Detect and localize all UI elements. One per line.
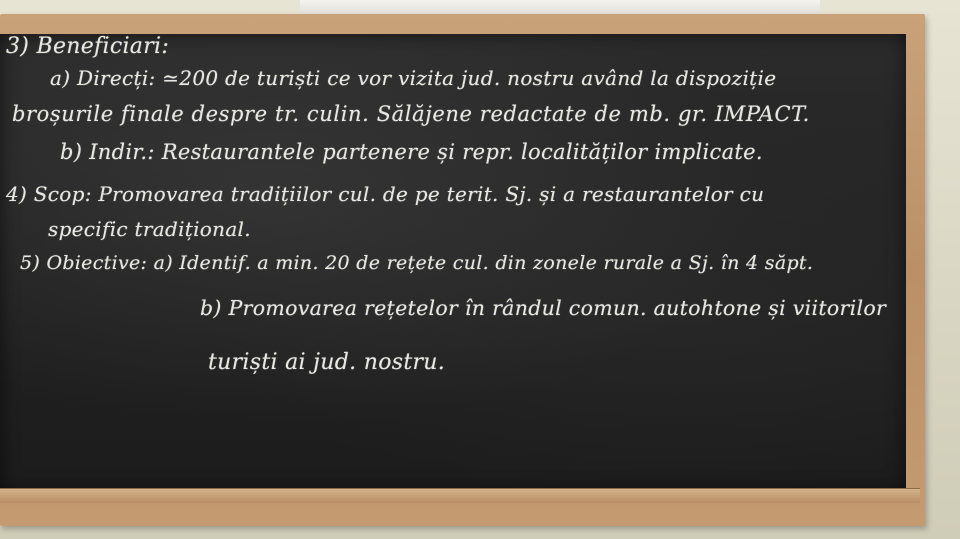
chalkboard — [0, 34, 906, 492]
line-direct-beneficiaries: a) Direcți: ≃200 de turiști ce vor vizita jud. nostru având la dispoziție — [50, 66, 777, 90]
line-scope-continued: specific tradițional. — [48, 217, 251, 241]
line-objective-a: 5) Obiective: a) Identif. a min. 20 de rețete cul. din zonele rurale a Sj. în 4 săpt. — [20, 252, 814, 274]
line-brochures: broșurile finale despre tr. culin. Sălăjene redactate de mb. gr. IMPACT. — [12, 102, 810, 126]
line-objective-b-continued: turiști ai jud. nostru. — [208, 350, 446, 375]
line-objective-b: b) Promovarea rețetelor în rândul comun. autohtone și viitorilor — [200, 296, 887, 320]
line-indirect-beneficiaries: b) Indir.: Restaurantele partenere și repr. localităților implicate. — [60, 140, 763, 164]
chalk-tray — [0, 488, 920, 503]
line-scope: 4) Scop: Promovarea tradițiilor cul. de pe terit. Sj. și a restaurantelor cu — [6, 182, 765, 206]
heading-beneficiari: 3) Beneficiari: — [6, 34, 170, 59]
